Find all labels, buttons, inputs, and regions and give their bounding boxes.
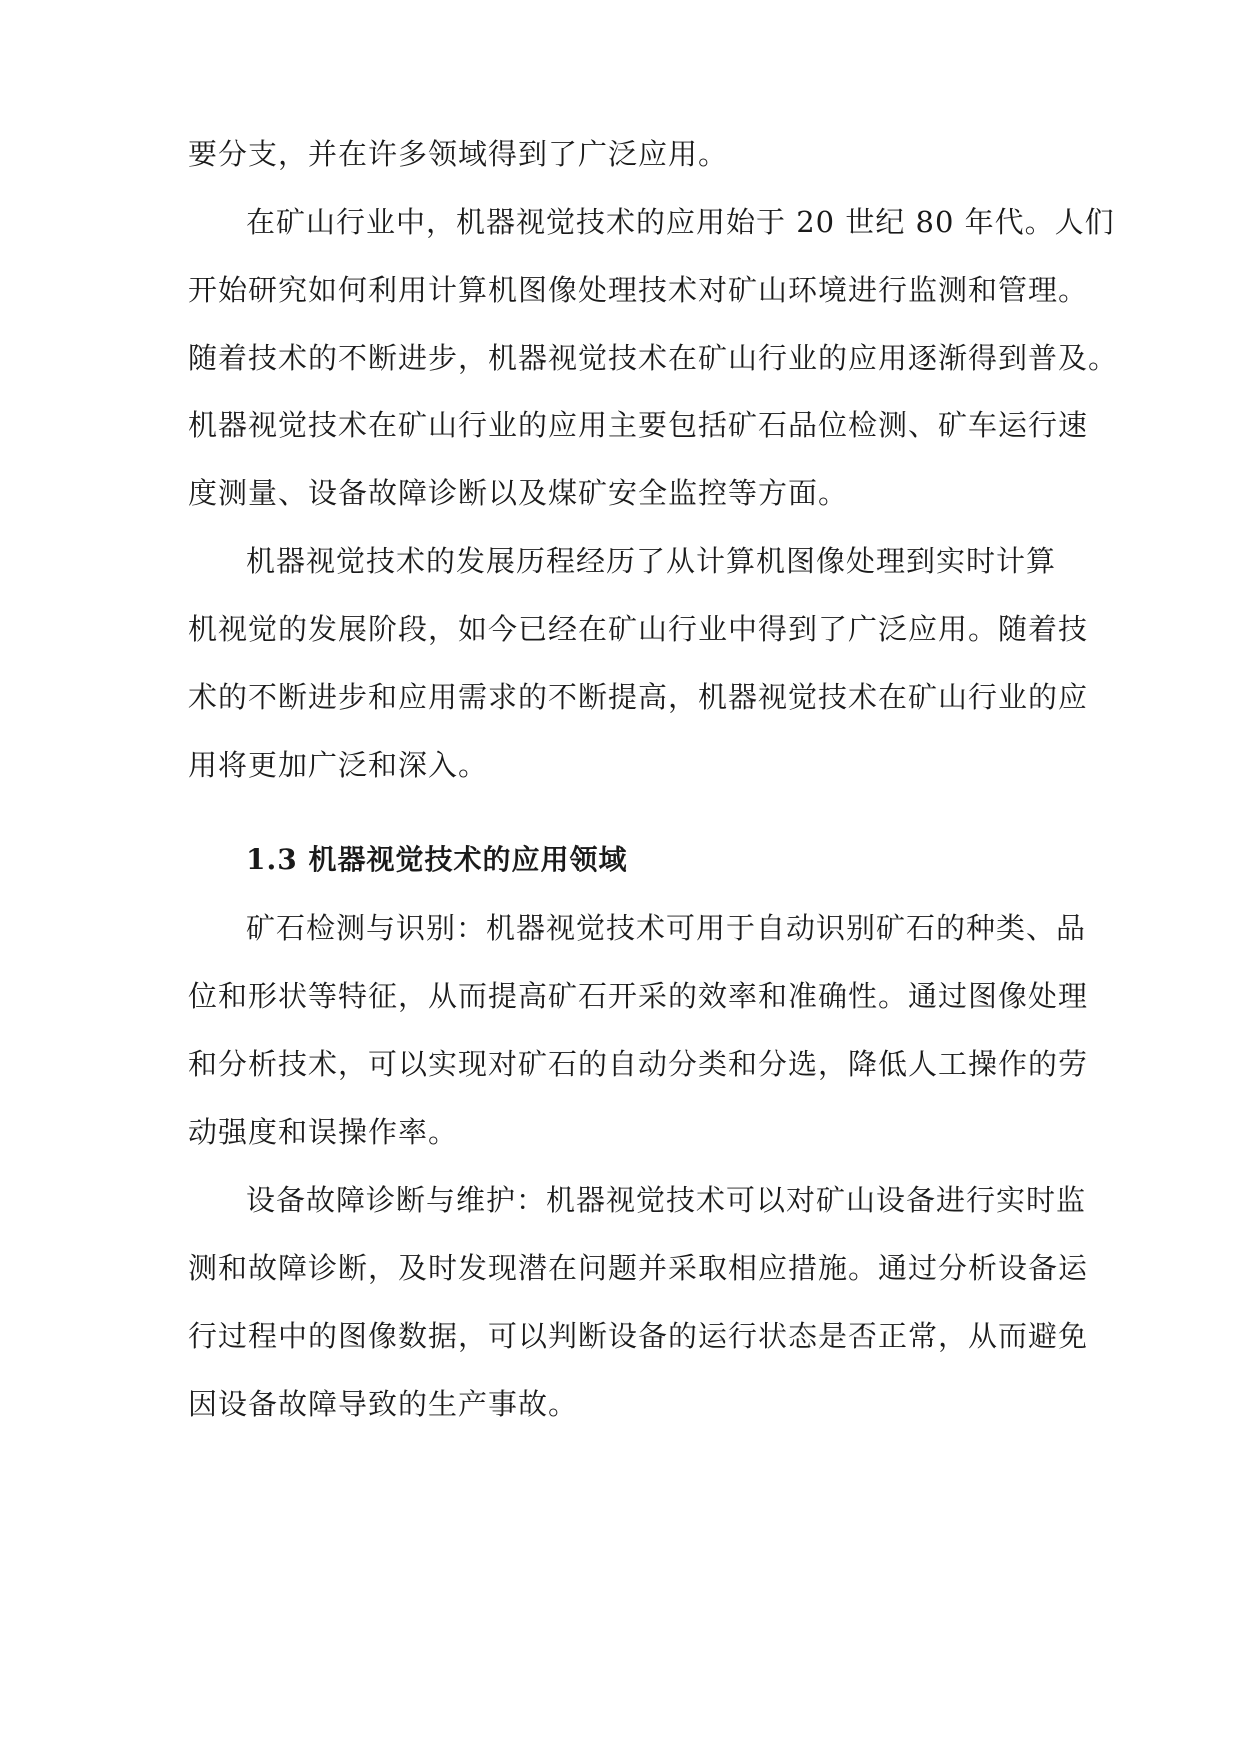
text-line: 用将更加广泛和深入。 [188,748,489,782]
text-line: 动强度和误操作率。 [188,1115,459,1149]
text-line: 位和形状等特征，从而提高矿石开采的效率和准确性。通过图像处理 [188,979,1089,1013]
text-line: 和分析技术，可以实现对矿石的自动分类和分选，降低人工操作的劳 [188,1047,1089,1081]
text-line: 设备故障诊断与维护：机器视觉技术可以对矿山设备进行实时监 [246,1183,1087,1217]
text-line: 开始研究如何利用计算机图像处理技术对矿山环境进行监测和管理。 [188,273,1089,307]
text-line: 行过程中的图像数据，可以判断设备的运行状态是否正常，从而避免 [188,1319,1089,1353]
text-line: 矿石检测与识别：机器视觉技术可用于自动识别矿石的种类、品 [246,911,1087,945]
text-line: 要分支，并在许多领域得到了广泛应用。 [188,137,729,171]
text-line: 术的不断进步和应用需求的不断提高，机器视觉技术在矿山行业的应 [188,680,1089,714]
text-line: 因设备故障导致的生产事故。 [188,1387,579,1421]
text-line: 测和故障诊断，及时发现潜在问题并采取相应措施。通过分析设备运 [188,1251,1089,1285]
text-line: 机视觉的发展阶段，如今已经在矿山行业中得到了广泛应用。随着技 [188,612,1089,646]
text-line: 机器视觉技术在矿山行业的应用主要包括矿石品位检测、矿车运行速 [188,408,1089,442]
text-line: 度测量、设备故障诊断以及煤矿安全监控等方面。 [188,476,849,510]
text-line: 随着技术的不断进步，机器视觉技术在矿山行业的应用逐渐得到普及。 [188,341,1119,375]
text-line: 在矿山行业中，机器视觉技术的应用始于 20 世纪 80 年代。人们 [246,205,1115,239]
section-heading: 1.3 机器视觉技术的应用领域 [246,843,628,876]
text-line: 机器视觉技术的发展历程经历了从计算机图像处理到实时计算 [246,544,1057,578]
